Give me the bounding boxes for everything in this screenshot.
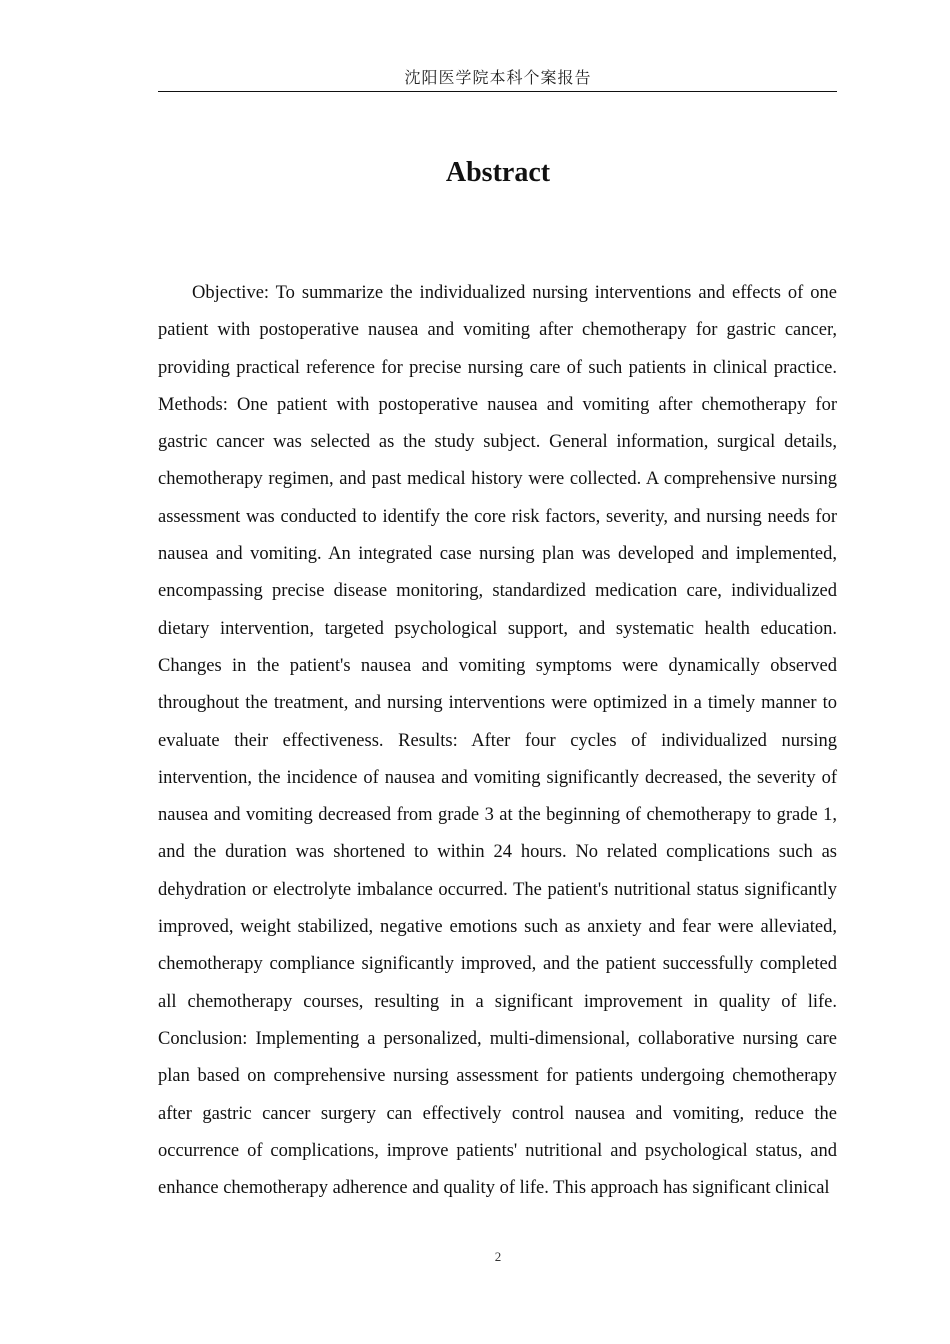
abstract-paragraph: Objective: To summarize the individualized nursing interventions and effects of one patient with postoperative nausea and vomiting after chemotherapy for gastric cancer, providing practical reference for precise nursing care of such patients in clinical practice. Methods: One patient with postoperative nausea and vomiting after chemotherapy for gastric cancer was selected as the study subject. General information, surgical details, chemotherapy regimen, and past medical history were collected. A comprehensive nursing assessment was conducted to identify the core risk factors, severity, and nursing needs for nausea and vomiting. An integrated case nursing plan was developed and implemented, encompassing precise disease monitoring, standardized medication care, individualized dietary intervention, targeted psychological support, and systematic health education. Changes in the patient's nausea and vomiting symptoms were dynamically observed throughout the treatment, and nursing interventions were optimized in a timely manner to evaluate their effectiveness. Results: After four cycles of individualized nursing intervention, the incidence of nausea and vomiting significantly decreased, the severity of nausea and vomiting decreased from grade 3 at the beginning of chemotherapy to grade 1, and the duration was shortened to within 24 hours. No related complications such as dehydration or electrolyte imbalance occurred. The patient's nutritional status significantly improved, weight stabilized, negative emotions such as anxiety and fear were alleviated, chemotherapy compliance significantly improved, and the patient successfully completed all chemotherapy courses, resulting in a significant improvement in quality of life. Conclusion: Implementing a personalized, multi-dimensional, collaborative nursing care plan based on comprehensive nursing assessment for patients undergoing chemotherapy after gastric cancer surgery can effectively control nausea and vomiting, reduce the occurrence of complications, improve patients' nutritional and psychological status, and enhance chemotherapy adherence and quality of life. This approach has significant clinical [158,283,837,1199]
running-header-title: 沈阳医学院本科个案报告 [404,68,592,87]
header-divider [158,91,837,92]
page-number: 2 [494,1249,502,1264]
abstract-heading: Abstract [445,157,551,188]
